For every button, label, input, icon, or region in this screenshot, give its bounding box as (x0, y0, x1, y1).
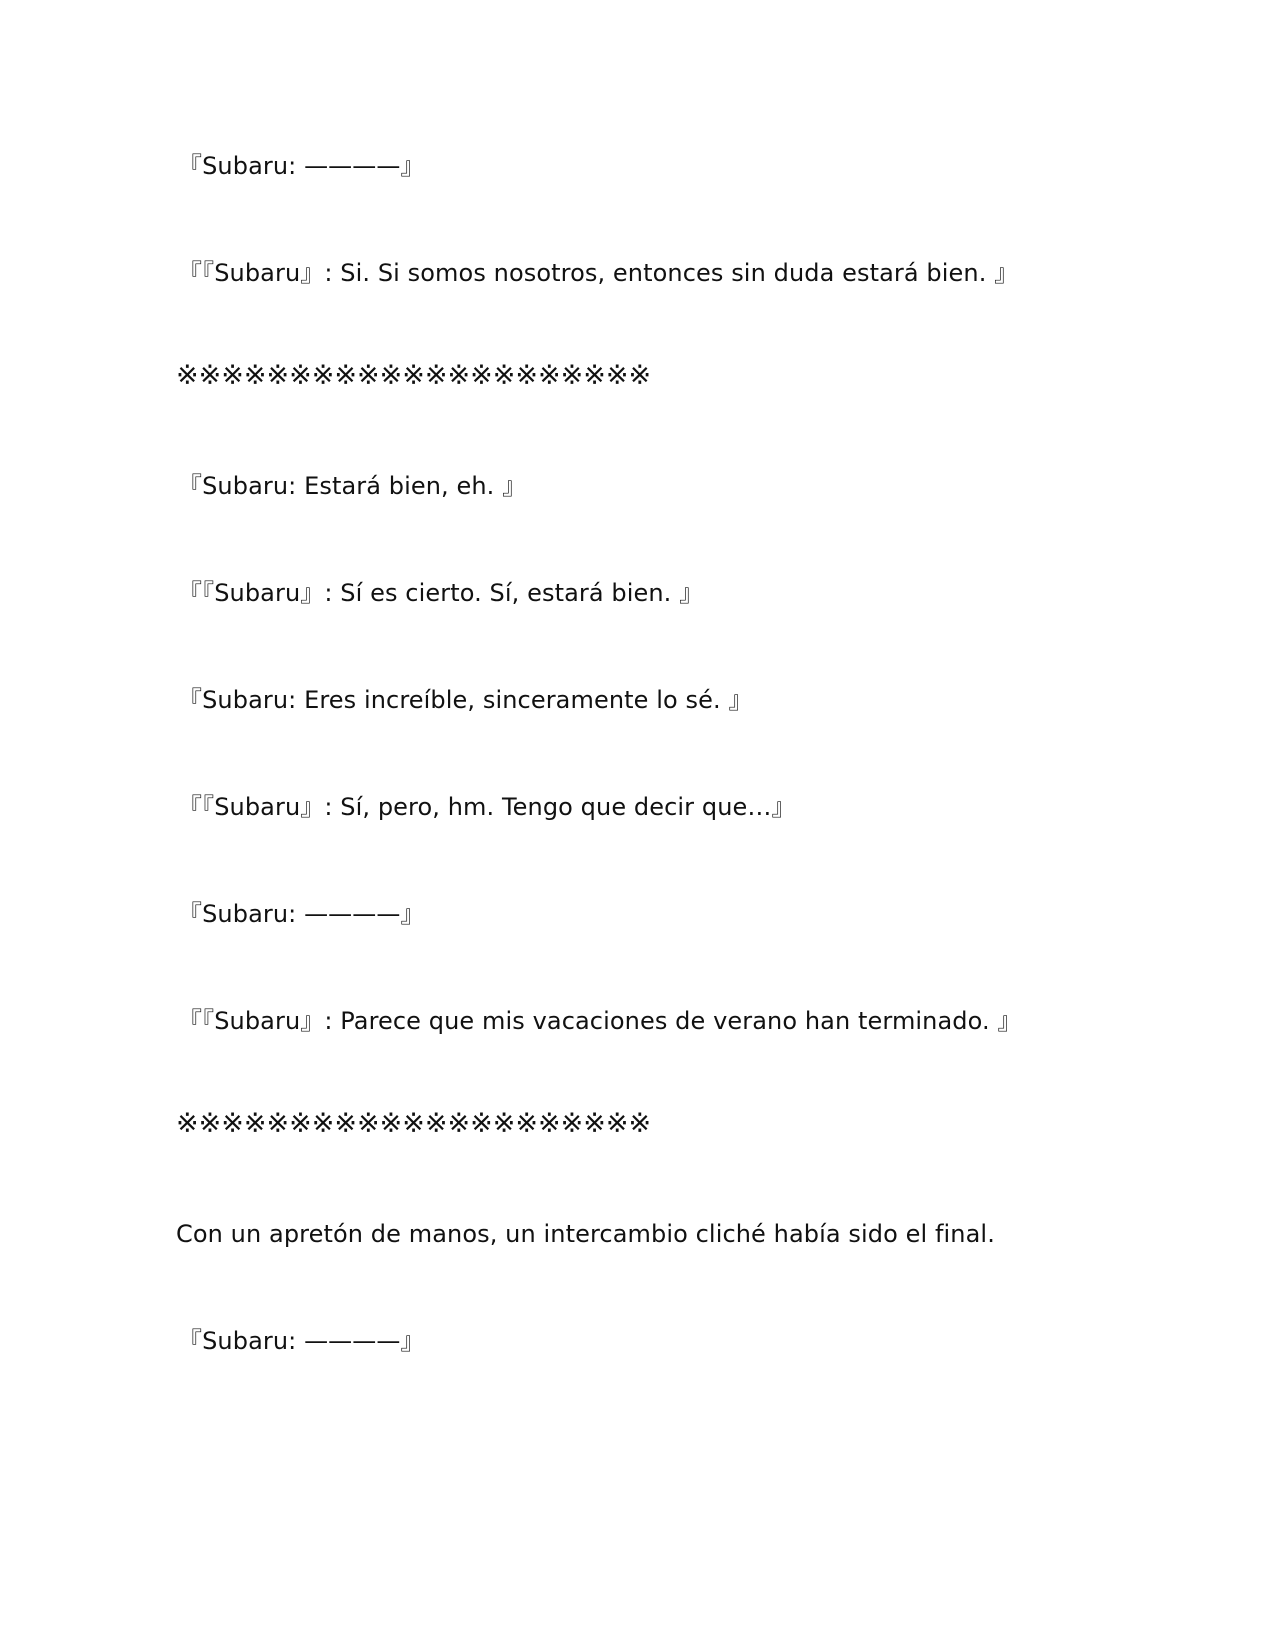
dialogue-line: 『『Subaru』: Sí es cierto. Sí, estará bien. 』 (178, 579, 704, 607)
dialogue-line: 『Subaru: Estará bien, eh. 』 (178, 472, 527, 500)
narration-line: Con un apretón de manos, un intercambio cliché había sido el final. (176, 1220, 995, 1248)
dialogue-line: 『Subaru: Eres increíble, sinceramente lo sé. 』 (178, 686, 753, 714)
dialogue-line: 『Subaru: ————』 (178, 1327, 425, 1355)
dialogue-line: 『Subaru: ————』 (178, 900, 425, 928)
dialogue-line: 『『Subaru』: Sí, pero, hm. Tengo que decir que…』 (178, 793, 796, 821)
scene-separator: ※※※※※※※※※※※※※※※※※※※※※ (176, 360, 652, 391)
dialogue-line: 『Subaru: ————』 (178, 152, 425, 180)
dialogue-line: 『『Subaru』: Parece que mis vacaciones de verano han terminado. 』 (178, 1007, 1022, 1035)
scene-separator: ※※※※※※※※※※※※※※※※※※※※※ (176, 1108, 652, 1139)
dialogue-line: 『『Subaru』: Si. Si somos nosotros, entonces sin duda estará bien. 』 (178, 259, 1019, 287)
